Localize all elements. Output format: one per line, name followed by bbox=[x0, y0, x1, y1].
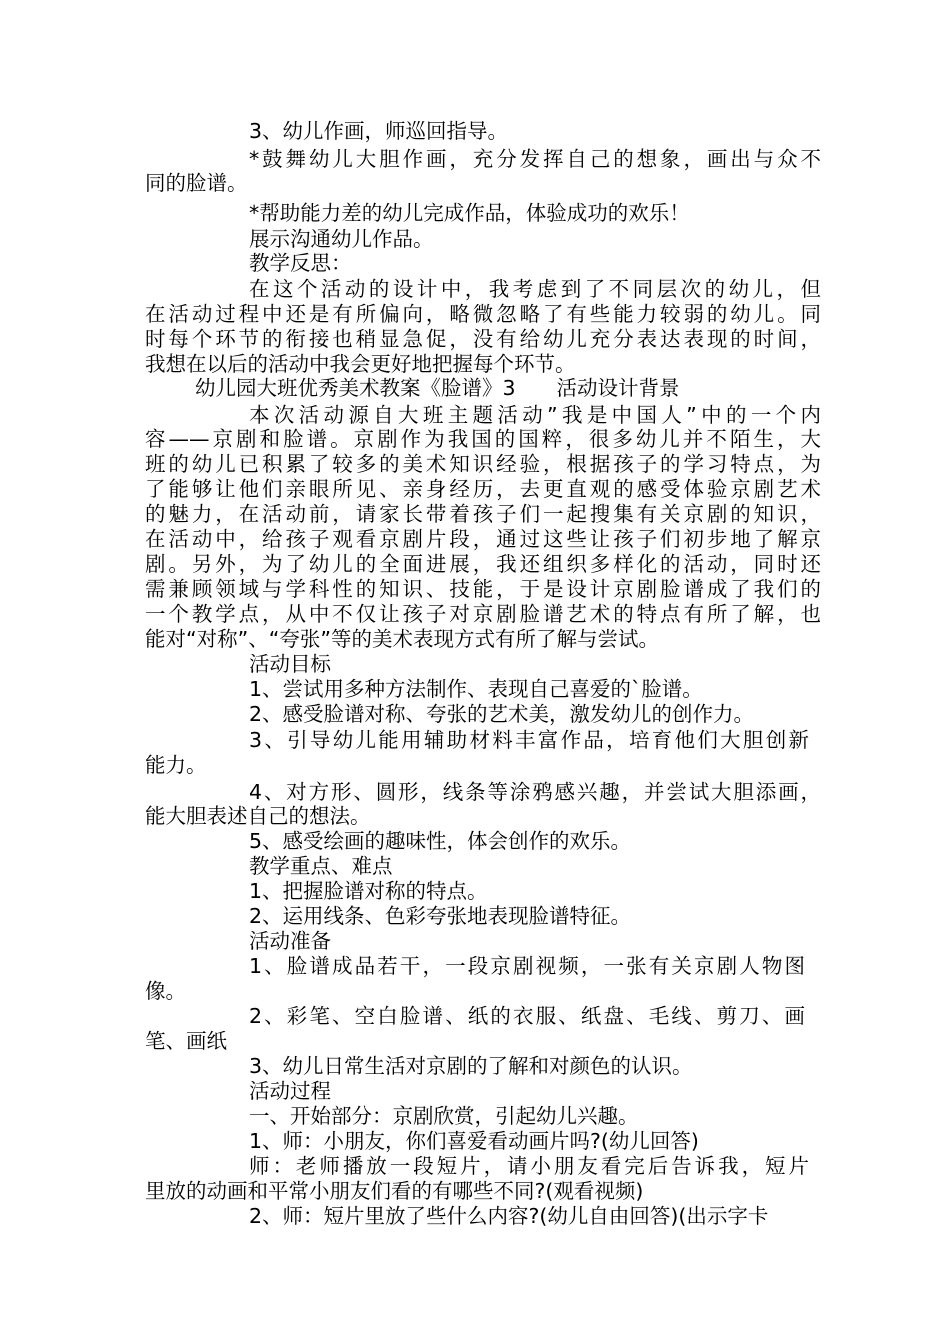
text-line: 3、幼儿日常生活对京剧的了解和对颜色的认识。 bbox=[249, 1054, 693, 1078]
text-line: 1、师：小朋友，你们喜爱看动画片吗?(幼儿回答) bbox=[249, 1129, 699, 1153]
text-line: 3、引导幼儿能用辅助材料丰富作品，培育他们大胆创新 bbox=[249, 728, 809, 752]
text-line: 在活动中，给孩子观看京剧片段，通过这些让孩子们初步地了解京 bbox=[145, 527, 821, 551]
section-heading: 教学重点、难点 bbox=[249, 854, 393, 878]
text-line: *帮助能力差的幼儿完成作品，体验成功的欢乐！ bbox=[249, 201, 690, 225]
text-line: 师：老师播放一段短片，请小朋友看完后告诉我，短片 bbox=[249, 1154, 809, 1178]
text-line: 一个教学点，从中不仅让孩子对京剧脸谱艺术的特点有所了解，也 bbox=[145, 602, 821, 626]
text-line: 需兼顾领域与学科性的知识、技能，于是设计京剧脸谱成了我们的 bbox=[145, 577, 821, 601]
text-line: 2、彩笔、空白脸谱、纸的衣服、纸盘、毛线、剪刀、画 bbox=[249, 1004, 805, 1028]
text-line: 能力。 bbox=[145, 753, 207, 777]
text-line: 班的幼儿已积累了较多的美术知识经验，根据孩子的学习特点，为 bbox=[145, 452, 821, 476]
text-line: 5、感受绘画的趣味性，体会创作的欢乐。 bbox=[249, 829, 632, 853]
text-line: 能大胆表述自己的想法。 bbox=[145, 804, 371, 828]
section-heading: 教学反思： bbox=[249, 251, 352, 275]
text-line: 我想在以后的活动中我会更好地把握每个环节。 bbox=[145, 352, 576, 376]
text-line: 1、把握脸谱对称的特点。 bbox=[249, 879, 488, 903]
text-line: *鼓舞幼儿大胆作画，充分发挥自己的想象，画出与众不 bbox=[249, 147, 821, 171]
text-line: 3、幼儿作画，师巡回指导。 bbox=[249, 119, 509, 143]
text-line: 展示沟通幼儿作品。 bbox=[249, 227, 434, 251]
section-heading: 活动准备 bbox=[249, 929, 331, 953]
text-line: 1、脸谱成品若干，一段京剧视频，一张有关京剧人物图 bbox=[249, 954, 805, 978]
section-heading: 活动过程 bbox=[249, 1079, 331, 1103]
text-line: 在活动过程中还是有所偏向，略微忽略了有些能力较弱的幼儿。同 bbox=[145, 302, 821, 326]
document-title: 幼儿园大班优秀美术教案《脸谱》3 活动设计背景 bbox=[195, 376, 680, 400]
section-heading: 活动目标 bbox=[249, 652, 331, 676]
text-line: 一、开始部分：京剧欣赏，引起幼儿兴趣。 bbox=[249, 1104, 639, 1128]
text-line: 1、尝试用多种方法制作、表现自己喜爱的`脸谱。 bbox=[249, 677, 703, 701]
text-line: 里放的动画和平常小朋友们看的有哪些不同?(观看视频) bbox=[145, 1179, 644, 1203]
text-line: 笔、画纸 bbox=[145, 1029, 227, 1053]
text-line: 2、运用线条、色彩夸张地表现脸谱特征。 bbox=[249, 904, 632, 928]
text-line: 2、感受脸谱对称、夸张的艺术美，激发幼儿的创作力。 bbox=[249, 702, 755, 726]
text-line: 2、师：短片里放了些什么内容?(幼儿自由回答)(出示字卡 bbox=[249, 1204, 769, 1228]
text-line: 在这个活动的设计中，我考虑到了不同层次的幼儿，但 bbox=[249, 277, 821, 301]
text-line: 容——京剧和脸谱。京剧作为我国的国粹，很多幼儿并不陌生，大 bbox=[145, 427, 821, 451]
text-line: 4、对方形、圆形，线条等涂鸦感兴趣，并尝试大胆添画， bbox=[249, 780, 821, 804]
text-line: 能对“对称”、“夸张”等的美术表现方式有所了解与尝试。 bbox=[145, 627, 659, 651]
text-line: 剧。另外，为了幼儿的全面进展，我还组织多样化的活动，同时还 bbox=[145, 552, 821, 576]
text-line: 的魅力，在活动前，请家长带着孩子们一起搜集有关京剧的知识， bbox=[145, 502, 821, 526]
text-line: 同的脸谱。 bbox=[145, 171, 248, 195]
text-line: 了能够让他们亲眼所见、亲身经历，去更直观的感受体验京剧艺术 bbox=[145, 477, 821, 501]
text-line: 时每个环节的衔接也稍显急促，没有给幼儿充分表达表现的时间， bbox=[145, 327, 821, 351]
text-line: 像。 bbox=[145, 979, 186, 1003]
text-line: 本次活动源自大班主题活动”我是中国人”中的一个内 bbox=[249, 403, 821, 427]
